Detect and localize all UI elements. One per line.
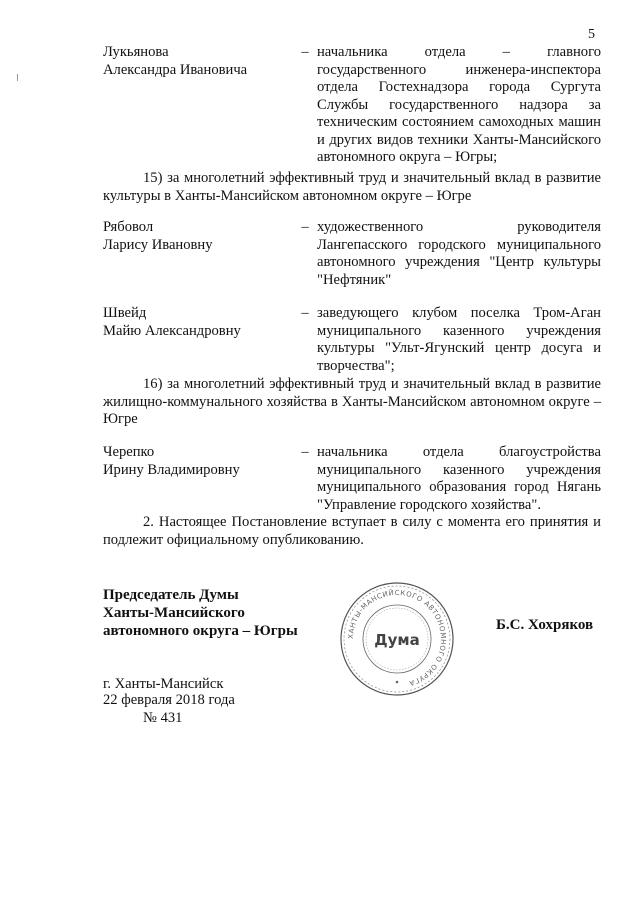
awardee-name-ryabovol xyxy=(103,219,303,254)
awardee-position-shveid: заведующего клубом поселка Тром-Аган муниципального казенного учреждения культуры "Ульт-Ягунский центр досуга и творчества"; xyxy=(317,305,601,374)
surname: Рябовол xyxy=(103,219,154,235)
dash: – xyxy=(301,219,309,235)
effective-date-clause: 2. Настоящее Постановление вступает в силу с момента его принятия и подлежит официальному опубликованию. xyxy=(103,514,601,548)
section-15: 15) за многолетний эффективный труд и значительный вклад в развитие культуры в Ханты-Мансийском автономном округе – Югре xyxy=(103,170,601,204)
awardee-name-shveid xyxy=(103,305,303,340)
awardee-name-lukyanova xyxy=(103,44,303,79)
document-date: 22 февраля 2018 года xyxy=(103,692,235,708)
section-16: 16) за многолетний эффективный труд и значительный вклад в развитие жилищно-коммунального хозяйства в Ханты-Мансийском автономном округе – Югре xyxy=(103,376,601,427)
seal-ring-text: ХАНТЫ-МАНСИЙСКОГО АВТОНОМНОГО ОКРУГА xyxy=(346,588,448,688)
given-names: Александра Ивановича xyxy=(103,61,248,78)
scan-artifact xyxy=(17,74,18,81)
awardee-name-cherepko xyxy=(103,444,303,479)
city: г. Ханты-Мансийск xyxy=(103,676,224,692)
seal-text: Дума xyxy=(374,631,420,649)
dash: – xyxy=(301,44,309,60)
dash: – xyxy=(301,444,309,460)
seal-stamp-icon xyxy=(338,580,456,698)
awardee-position-ryabovol: художественного руководителя Лангепасского городского муниципального автономного учреждения "Центр культуры "Нефтяник" xyxy=(317,219,601,288)
dash: – xyxy=(301,305,309,321)
given-names: Ирину Владимировну xyxy=(103,461,240,478)
given-names: Майю Александровну xyxy=(103,322,241,339)
given-names: Ларису Ивановну xyxy=(103,236,213,253)
signatory-name: Б.С. Хохряков xyxy=(496,617,594,633)
awardee-position-cherepko: начальника отдела благоустройства муниципального казенного учреждения муниципального образования город Нягань "Управление городского хозяйства". xyxy=(317,444,601,513)
surname: Лукьянова xyxy=(103,44,169,60)
surname: Швейд xyxy=(103,305,147,321)
document-number: № 431 xyxy=(143,710,183,726)
signatory-title: Председатель Думы Ханты-Мансийского автономного округа – Югры xyxy=(103,587,298,639)
surname: Черепко xyxy=(103,444,155,460)
official-seal xyxy=(338,580,456,698)
awardee-position-lukyanova: начальника отдела – главного государственного инженера-инспектора отдела Гостехнадзора города Сургута Службы государственного надзора за техническим состоянием самоходных машин и других видов техники Ханты-Мансийского автономного округа – Югры; xyxy=(317,44,601,165)
page-number: 5 xyxy=(588,27,595,42)
